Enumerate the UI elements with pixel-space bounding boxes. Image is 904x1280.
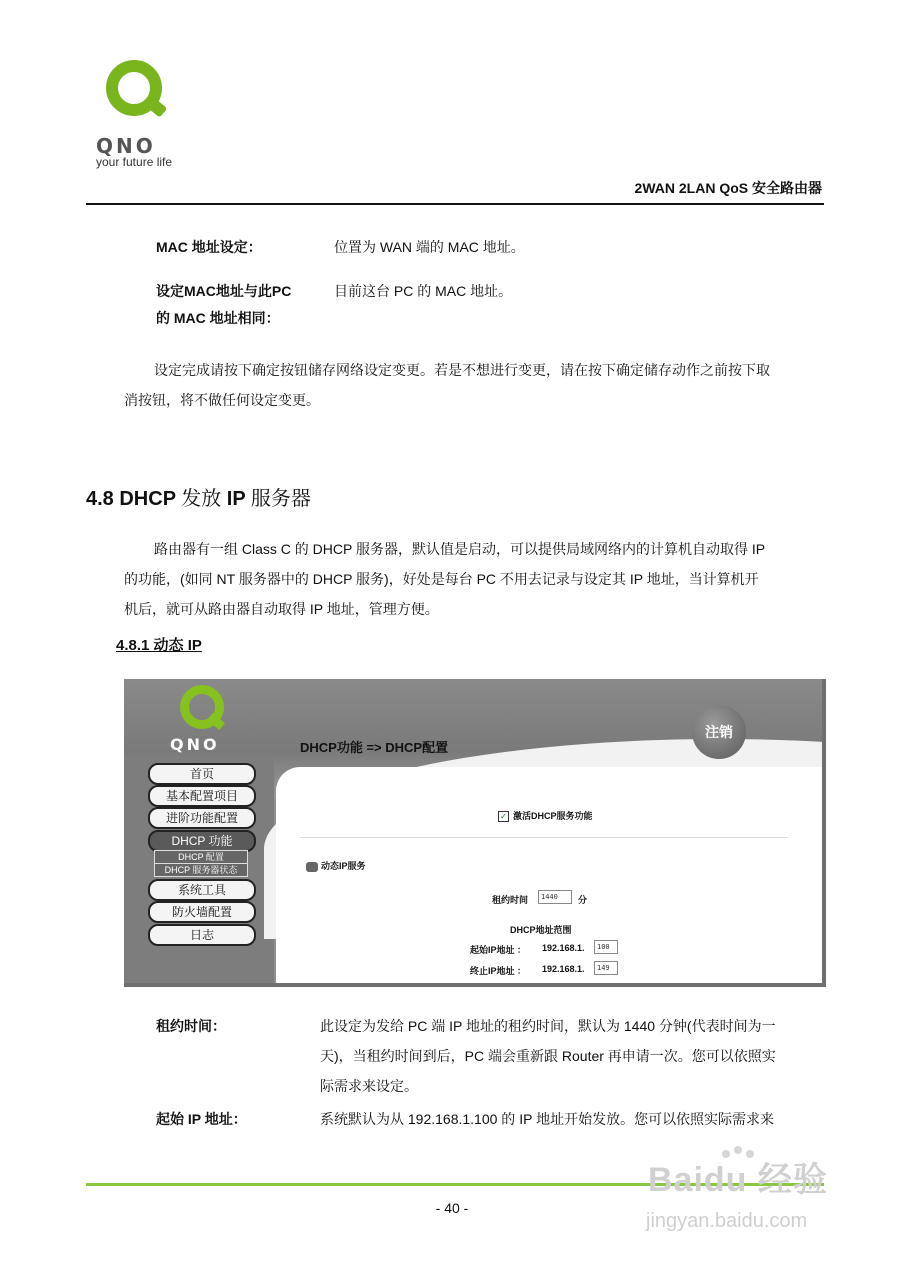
lease-time-label: 租约时间 <box>492 895 529 905</box>
content-divider <box>300 837 788 838</box>
section-title-ip: IP <box>226 488 251 510</box>
intro-paragraph <box>124 534 828 624</box>
start-ip-desc-label: 起始 IP 地址： <box>156 1111 247 1127</box>
start-ip-desc-body <box>320 1104 824 1134</box>
menu-basic-config[interactable]: 基本配置项目 <box>148 785 256 807</box>
confirm-line-1: 设定完成请按下确定按钮储存网络设定变更。若是不想进行变更，请在按下确定储存动作之前按下取 <box>154 362 770 378</box>
mac-clone-label-line2: 的 MAC 地址相同： <box>156 310 280 326</box>
end-ip-label: 终止IP地址 ： <box>470 966 527 976</box>
end-ip-prefix: 192.168.1. <box>542 964 585 974</box>
confirm-line-2: 消按钮，将不做任何设定变更。 <box>124 392 320 408</box>
lease-time-input[interactable]: 1440 <box>538 890 572 904</box>
router-page-title: DHCP功能 => DHCP配置 <box>300 740 449 755</box>
logo-wordmark: QNO <box>96 134 156 158</box>
section-title-cn: 发放 <box>181 488 227 510</box>
submenu-dhcp-status[interactable]: DHCP 服务器状态 <box>154 863 248 877</box>
page-number: - 40 - <box>435 1200 469 1216</box>
lease-time-unit: 分 <box>578 895 588 905</box>
product-title: 2WAN 2LAN QoS 安全路由器 <box>634 180 822 196</box>
confirm-paragraph <box>124 355 828 415</box>
group-folder-icon <box>306 862 318 872</box>
menu-system-tools[interactable]: 系统工具 <box>148 879 256 901</box>
lease-desc-line-1: 此设定为发给 PC 端 IP 地址的租约时间，默认为 1440 分钟(代表时间为一 <box>320 1018 776 1034</box>
header-divider <box>86 203 824 205</box>
intro-line-3: 机后，就可从路由器自动取得 IP 地址，管理方便。 <box>124 601 439 617</box>
router-screenshot <box>124 679 826 987</box>
mac-clone-desc: 目前这台 PC 的 MAC 地址。 <box>334 283 513 299</box>
logout-button[interactable]: 注销 <box>692 705 746 759</box>
lease-desc-body <box>320 1011 824 1101</box>
dynamic-ip-title: 动态IP服务 <box>321 861 366 871</box>
enable-dhcp-label: 激活DHCP服务功能 <box>513 811 593 821</box>
lease-desc-label: 租约时间： <box>156 1018 226 1034</box>
lease-desc-line-3: 际需求来设定。 <box>320 1078 418 1094</box>
mac-clone-label-line1: 设定MAC地址与此PC <box>156 283 292 299</box>
start-ip-label: 起始IP地址 ： <box>470 945 527 955</box>
dynamic-ip-group <box>306 859 366 872</box>
watermark-brand: Baidu 经验 <box>648 1161 828 1199</box>
lease-desc-line-2: 天)，当租约时间到后，PC 端会重新跟 Router 再申请一次。您可以依照实 <box>320 1048 776 1064</box>
mac-setting-desc: 位置为 WAN 端的 MAC 地址。 <box>334 239 525 255</box>
watermark-url: jingyan.baidu.com <box>646 1210 808 1232</box>
subsection-heading: 4.8.1 动态 IP <box>116 637 202 654</box>
screenshot-content <box>276 767 826 987</box>
logo-slogan: your future life <box>96 155 173 169</box>
submenu-dhcp-config[interactable]: DHCP 配置 <box>154 850 248 864</box>
checkbox-check-icon[interactable]: ✓ <box>498 811 509 822</box>
section-heading <box>86 482 311 511</box>
start-ip-input[interactable]: 100 <box>594 940 618 954</box>
end-ip-input[interactable]: 149 <box>594 961 618 975</box>
menu-log[interactable]: 日志 <box>148 924 256 946</box>
menu-firewall[interactable]: 防火墙配置 <box>148 901 256 923</box>
menu-advanced-config[interactable]: 进阶功能配置 <box>148 807 256 829</box>
start-ip-prefix: 192.168.1. <box>542 943 585 953</box>
section-number: 4.8 DHCP <box>86 488 182 510</box>
mac-setting-label: MAC 地址设定： <box>156 239 262 255</box>
intro-line-2: 的功能，(如同 NT 服务器中的 DHCP 服务)，好处是每台 PC 不用去记录与设定其 IP 地址，当计算机开 <box>124 571 759 587</box>
dhcp-range-title: DHCP地址范围 <box>510 925 572 935</box>
section-title-tail: 服务器 <box>250 488 311 510</box>
enable-dhcp-checkbox[interactable] <box>498 809 593 822</box>
start-ip-desc-line-1: 系统默认为从 192.168.1.100 的 IP 地址开始发放。您可以依照实际需求来 <box>320 1111 775 1127</box>
menu-dhcp[interactable]: DHCP 功能 <box>148 830 256 852</box>
intro-line-1: 路由器有一组 Class C 的 DHCP 服务器，默认值是启动，可以提供局域网络内的计算机自动取得 IP <box>154 541 766 557</box>
q-logo-tail <box>143 94 168 117</box>
menu-home[interactable]: 首页 <box>148 763 256 785</box>
router-logo-word: QNO <box>170 735 220 754</box>
qno-logo <box>92 60 184 172</box>
